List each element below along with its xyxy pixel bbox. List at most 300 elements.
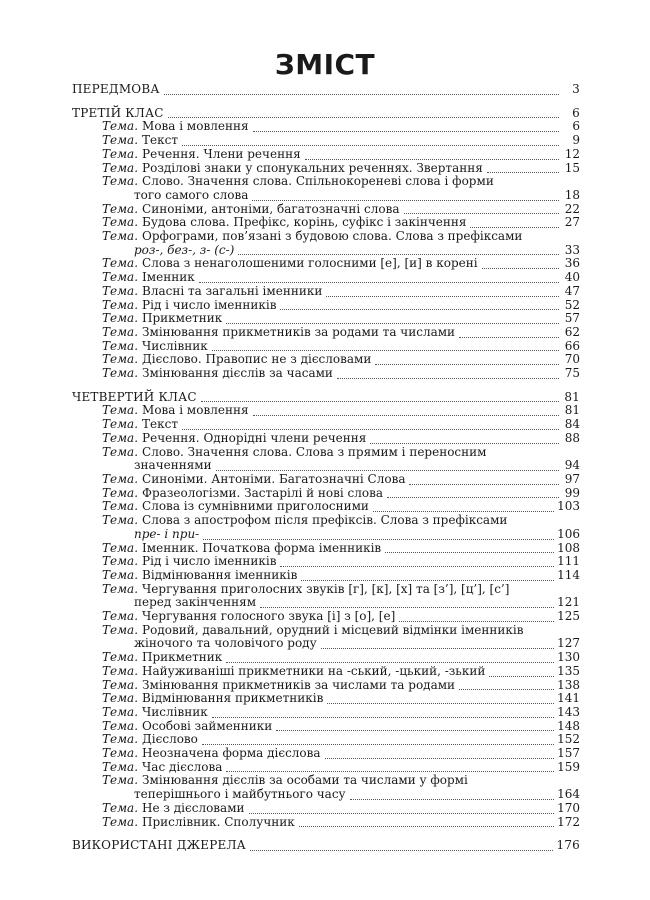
toc-entry bbox=[72, 720, 580, 734]
toc-entry bbox=[72, 340, 580, 354]
toc-entry-text bbox=[72, 107, 164, 121]
page-number: 108 bbox=[557, 540, 580, 555]
toc-entry bbox=[72, 747, 580, 761]
dot-leader bbox=[459, 679, 554, 690]
toc-entry-label: Слова з апострофом після префіксів. Слова з префіксами bbox=[142, 513, 508, 528]
dot-leader bbox=[276, 720, 554, 731]
toc-entry-text bbox=[102, 162, 483, 176]
page-number: 75 bbox=[564, 366, 580, 381]
dot-leader bbox=[326, 286, 559, 297]
toc-entry-label: Найуживаніші прикметники на -ський, -цький, -зький bbox=[142, 663, 486, 678]
dot-leader bbox=[201, 391, 559, 402]
toc-entry-label: Час дієслова bbox=[142, 759, 223, 774]
toc-entry-label: Речення. Однорідні члени речення bbox=[142, 430, 367, 445]
toc-entry-label: ЧЕТВЕРТИЙ КЛАС bbox=[72, 389, 197, 404]
page-number: 18 bbox=[564, 187, 580, 202]
dot-leader bbox=[305, 149, 559, 160]
toc-entry-label: Змінювання дієслів за особами та числами у формі bbox=[142, 773, 468, 788]
topic-prefix: Тема. bbox=[102, 417, 139, 432]
toc-entry bbox=[72, 802, 580, 816]
toc-entry-continuation bbox=[72, 459, 580, 473]
toc-entry-label: Чергування приголосних звуків [г], [к], [х] та [з’], [ц’], [с’] bbox=[142, 581, 510, 596]
dot-leader bbox=[373, 501, 554, 512]
page-number: 138 bbox=[557, 677, 580, 692]
toc-entry-label: Рід і число іменників bbox=[142, 554, 277, 569]
toc-entry bbox=[72, 257, 580, 271]
topic-prefix: Тема. bbox=[102, 513, 139, 528]
page-number: 97 bbox=[564, 471, 580, 486]
toc-entry-label: ТРЕТІЙ КЛАС bbox=[72, 105, 164, 120]
topic-prefix: Тема. bbox=[102, 146, 139, 161]
toc-entry-text bbox=[72, 391, 197, 405]
toc-entry bbox=[72, 134, 580, 148]
page-number: 40 bbox=[564, 270, 580, 285]
toc-entry-text bbox=[102, 257, 478, 271]
page-number: 22 bbox=[564, 201, 580, 216]
toc-entry-text bbox=[102, 733, 198, 747]
toc-entry-label: Іменник bbox=[142, 270, 195, 285]
toc-entry-label: ВИКОРИСТАНІ ДЖЕРЕЛА bbox=[72, 838, 246, 853]
toc-entry-label: Мова і мовлення bbox=[142, 403, 249, 418]
toc-entry-continuation bbox=[72, 637, 580, 651]
toc-entry-label: перед закінченням bbox=[134, 595, 257, 610]
page-number: 148 bbox=[557, 718, 580, 733]
dot-leader bbox=[168, 107, 559, 118]
topic-prefix: Тема. bbox=[102, 229, 139, 244]
dot-leader bbox=[370, 433, 559, 444]
dot-leader bbox=[249, 803, 555, 814]
topic-prefix: Тема. bbox=[102, 814, 139, 829]
toc-entry-label: жіночого та чоловічого роду bbox=[134, 636, 317, 651]
toc-entry-text bbox=[134, 528, 199, 542]
toc-entry-label: Змінювання дієслів за часами bbox=[142, 366, 333, 381]
page-title: ЗМІСТ bbox=[274, 48, 376, 81]
dot-leader bbox=[202, 734, 554, 745]
toc-entry-text bbox=[102, 774, 468, 788]
toc-entry bbox=[72, 624, 580, 638]
toc-entry-text bbox=[102, 706, 208, 720]
topic-prefix: Тема. bbox=[102, 759, 139, 774]
dot-leader bbox=[226, 761, 554, 772]
toc-entry-label: Прикметник bbox=[142, 311, 223, 326]
toc-entry-text bbox=[102, 432, 366, 446]
dot-leader bbox=[280, 299, 559, 310]
toc-entry-continuation bbox=[72, 788, 580, 802]
toc-entry bbox=[72, 299, 580, 313]
topic-prefix: Тема. bbox=[102, 540, 139, 555]
toc-entry-continuation bbox=[72, 528, 580, 542]
toc-entry-text bbox=[102, 610, 395, 624]
page-number: 106 bbox=[557, 526, 580, 541]
toc-entry bbox=[72, 816, 580, 830]
topic-prefix: Тема. bbox=[102, 324, 139, 339]
page-number: 130 bbox=[557, 650, 580, 665]
topic-prefix: Тема. bbox=[102, 430, 139, 445]
dot-leader bbox=[253, 405, 559, 416]
page-number: 135 bbox=[557, 663, 580, 678]
toc-entry bbox=[72, 175, 580, 189]
toc-entry-text bbox=[102, 175, 494, 189]
toc-entry-label: Мова і мовлення bbox=[142, 119, 249, 134]
topic-prefix: Тема. bbox=[102, 160, 139, 175]
topic-prefix: Тема. bbox=[102, 732, 139, 747]
page-number: 176 bbox=[556, 838, 580, 853]
topic-prefix: Тема. bbox=[102, 471, 139, 486]
page-number: 157 bbox=[557, 746, 580, 761]
dot-leader bbox=[321, 638, 554, 649]
toc-entry-text bbox=[102, 326, 455, 340]
page-number: 15 bbox=[564, 160, 580, 175]
toc-entry bbox=[72, 665, 580, 679]
toc-entry-label: Фразеологізми. Застарілі й нові слова bbox=[142, 485, 384, 500]
page-number: 27 bbox=[564, 215, 580, 230]
toc-entry-text bbox=[102, 271, 195, 285]
toc-entry-text bbox=[134, 189, 248, 203]
toc-entry-text bbox=[102, 216, 466, 230]
toc-entry bbox=[72, 569, 580, 583]
toc-section bbox=[72, 839, 580, 853]
topic-prefix: Тема. bbox=[102, 622, 139, 637]
page-number: 12 bbox=[564, 146, 580, 161]
toc-entry-label: Слова з ненаголошеними голосними [е], [и] в корені bbox=[142, 256, 478, 271]
topic-prefix: Тема. bbox=[102, 773, 139, 788]
toc-entry bbox=[72, 679, 580, 693]
dot-leader bbox=[280, 556, 554, 567]
toc-entry-text bbox=[102, 367, 333, 381]
toc-entry-text bbox=[102, 148, 301, 162]
topic-prefix: Тема. bbox=[102, 403, 139, 418]
toc-entry-label: пре- і при- bbox=[134, 526, 200, 541]
toc-entry-label: Власні та загальні іменники bbox=[142, 283, 323, 298]
dot-leader bbox=[350, 789, 554, 800]
toc-entry bbox=[72, 230, 580, 244]
dot-leader bbox=[164, 84, 559, 95]
dot-leader bbox=[203, 529, 554, 540]
toc-entry-label: Змінювання прикметників за родами та числами bbox=[142, 324, 456, 339]
toc-entry-label: Дієслово bbox=[142, 732, 198, 747]
dot-leader bbox=[301, 570, 554, 581]
topic-prefix: Тема. bbox=[102, 338, 139, 353]
dot-leader bbox=[387, 487, 559, 498]
toc-entry-label: Змінювання прикметників за числами та родами bbox=[142, 677, 456, 692]
toc-entry-text bbox=[72, 83, 160, 97]
page-number: 81 bbox=[564, 389, 580, 404]
topic-prefix: Тема. bbox=[102, 133, 139, 148]
page-number: 6 bbox=[572, 119, 580, 134]
toc-entry-text bbox=[102, 473, 405, 487]
toc-entry-text bbox=[134, 637, 317, 651]
page-number: 114 bbox=[557, 567, 580, 582]
toc-entry bbox=[72, 418, 580, 432]
toc-entry bbox=[72, 148, 580, 162]
page-number: 33 bbox=[564, 242, 580, 257]
toc-entry bbox=[72, 162, 580, 176]
page-number: 9 bbox=[572, 133, 580, 148]
toc-entry-text bbox=[72, 839, 246, 853]
toc-entry-label: Чергування голосного звука [і] з [о], [е] bbox=[142, 609, 396, 624]
toc-entry-label: теперішнього і майбутнього часу bbox=[134, 787, 346, 802]
toc-entry-label: Слово. Значення слова. Слова з прямим і переносним bbox=[142, 444, 487, 459]
dot-leader bbox=[253, 121, 559, 132]
toc-entry-text bbox=[134, 244, 234, 258]
page-number: 66 bbox=[564, 338, 580, 353]
toc-entry-text bbox=[102, 230, 522, 244]
page-number: 6 bbox=[572, 105, 580, 120]
toc-entry-text bbox=[102, 583, 509, 597]
dot-leader bbox=[212, 707, 554, 718]
toc-entry-text bbox=[102, 299, 276, 313]
page-number: 103 bbox=[557, 499, 580, 514]
toc-entry-label: Родовий, давальний, орудний і місцевий відмінки іменників bbox=[142, 622, 524, 637]
toc-section bbox=[72, 83, 580, 97]
toc-entry-label: Іменник. Початкова форма іменників bbox=[142, 540, 382, 555]
topic-prefix: Тема. bbox=[102, 311, 139, 326]
page-number: 152 bbox=[557, 732, 580, 747]
toc-entry-label: Синоніми. Антоніми. Багатозначні Слова bbox=[142, 471, 406, 486]
toc-entry bbox=[72, 473, 580, 487]
toc-entry-text bbox=[102, 312, 222, 326]
page-number: 84 bbox=[564, 417, 580, 432]
page-number: 81 bbox=[564, 403, 580, 418]
topic-prefix: Тема. bbox=[102, 746, 139, 761]
toc-entry-label: Орфограми, пов’язані з будовою слова. Слова з префіксами bbox=[142, 229, 523, 244]
topic-prefix: Тема. bbox=[102, 215, 139, 230]
table-of-contents bbox=[72, 83, 580, 853]
dot-leader bbox=[399, 611, 554, 622]
topic-prefix: Тема. bbox=[102, 444, 139, 459]
topic-prefix: Тема. bbox=[102, 691, 139, 706]
toc-entry-text bbox=[102, 446, 486, 460]
topic-prefix: Тема. bbox=[102, 256, 139, 271]
dot-leader bbox=[325, 748, 555, 759]
page-number: 125 bbox=[557, 609, 580, 624]
toc-entry bbox=[72, 367, 580, 381]
page-number: 88 bbox=[564, 430, 580, 445]
toc-entry-text bbox=[102, 120, 249, 134]
toc-entry bbox=[72, 610, 580, 624]
toc-entry-label: ПЕРЕДМОВА bbox=[72, 82, 160, 96]
page-number: 57 bbox=[564, 311, 580, 326]
page-number: 3 bbox=[572, 82, 580, 96]
toc-entry bbox=[72, 542, 580, 556]
topic-prefix: Тема. bbox=[102, 704, 139, 719]
topic-prefix: Тема. bbox=[102, 119, 139, 134]
page-number: 99 bbox=[564, 485, 580, 500]
toc-entry-text bbox=[102, 747, 321, 761]
toc-entry-continuation bbox=[72, 596, 580, 610]
topic-prefix: Тема. bbox=[102, 800, 139, 815]
toc-entry-text bbox=[134, 596, 256, 610]
dot-leader bbox=[216, 460, 559, 471]
toc-entry bbox=[72, 761, 580, 775]
toc-entry-text bbox=[102, 285, 322, 299]
toc-entry-text bbox=[134, 788, 346, 802]
page-number: 36 bbox=[564, 256, 580, 271]
dot-leader bbox=[385, 542, 554, 553]
toc-entry-text bbox=[134, 459, 212, 473]
page-number: 164 bbox=[557, 787, 580, 802]
topic-prefix: Тема. bbox=[102, 554, 139, 569]
toc-entry bbox=[72, 555, 580, 569]
toc-entry-text bbox=[102, 816, 295, 830]
toc-entry-label: Числівник bbox=[142, 338, 208, 353]
dot-leader bbox=[337, 368, 559, 379]
dot-leader bbox=[250, 840, 554, 851]
toc-entry-label: Прикметник bbox=[142, 650, 223, 665]
toc-entry-text bbox=[102, 720, 272, 734]
toc-entry-label: Числівник bbox=[142, 704, 208, 719]
toc-entry-text bbox=[102, 679, 455, 693]
topic-prefix: Тема. bbox=[102, 567, 139, 582]
dot-leader bbox=[327, 693, 554, 704]
dot-leader bbox=[226, 313, 559, 324]
toc-entry-text bbox=[102, 514, 507, 528]
toc-entry-continuation bbox=[72, 244, 580, 258]
toc-section bbox=[72, 391, 580, 405]
toc-entry bbox=[72, 706, 580, 720]
toc-entry bbox=[72, 583, 580, 597]
page-number: 170 bbox=[557, 800, 580, 815]
toc-entry bbox=[72, 285, 580, 299]
topic-prefix: Тема. bbox=[102, 718, 139, 733]
toc-entry-text bbox=[102, 500, 369, 514]
toc-entry bbox=[72, 271, 580, 285]
toc-entry bbox=[72, 692, 580, 706]
page-number: 121 bbox=[557, 595, 580, 610]
toc-entry-label: Речення. Члени речення bbox=[142, 146, 301, 161]
toc-entry-label: Текст bbox=[142, 417, 178, 432]
toc-entry-label: того самого слова bbox=[134, 187, 249, 202]
toc-entry-text bbox=[102, 761, 222, 775]
toc-entry-text bbox=[102, 665, 485, 679]
dot-leader bbox=[482, 258, 559, 269]
page-number: 111 bbox=[557, 554, 580, 569]
dot-leader bbox=[459, 327, 559, 338]
toc-entry-label: Слово. Значення слова. Спільнокореневі слова і форми bbox=[142, 174, 494, 189]
dot-leader bbox=[182, 419, 559, 430]
dot-leader bbox=[238, 244, 559, 255]
toc-entry-text bbox=[102, 340, 208, 354]
toc-entry bbox=[72, 500, 580, 514]
toc-entry-text bbox=[102, 487, 383, 501]
toc-entry-text bbox=[102, 555, 276, 569]
toc-entry bbox=[72, 514, 580, 528]
toc-entry-label: Синоніми, антоніми, багатозначні слова bbox=[142, 201, 400, 216]
toc-entry bbox=[72, 446, 580, 460]
toc-entry-text bbox=[102, 418, 178, 432]
toc-entry-continuation bbox=[72, 189, 580, 203]
dot-leader bbox=[299, 816, 554, 827]
toc-entry-label: значеннями bbox=[134, 458, 212, 473]
topic-prefix: Тема. bbox=[102, 663, 139, 678]
topic-prefix: Тема. bbox=[102, 581, 139, 596]
dot-leader bbox=[182, 135, 559, 146]
toc-entry-text bbox=[102, 353, 371, 367]
toc-entry-text bbox=[102, 569, 297, 583]
toc-entry bbox=[72, 404, 580, 418]
topic-prefix: Тема. bbox=[102, 650, 139, 665]
page-number: 143 bbox=[557, 704, 580, 719]
toc-entry bbox=[72, 216, 580, 230]
page-number: 52 bbox=[564, 297, 580, 312]
dot-leader bbox=[375, 354, 559, 365]
toc-entry-label: Особові займенники bbox=[142, 718, 273, 733]
dot-leader bbox=[252, 190, 559, 201]
page-number: 70 bbox=[564, 352, 580, 367]
topic-prefix: Тема. bbox=[102, 174, 139, 189]
toc-entry-label: Будова слова. Префікс, корінь, суфікс і закінчення bbox=[142, 215, 467, 230]
topic-prefix: Тема. bbox=[102, 270, 139, 285]
dot-leader bbox=[199, 272, 559, 283]
dot-leader bbox=[404, 203, 560, 214]
toc-entry bbox=[72, 733, 580, 747]
topic-prefix: Тема. bbox=[102, 677, 139, 692]
topic-prefix: Тема. bbox=[102, 609, 139, 624]
toc-entry-label: Відмінювання іменників bbox=[142, 567, 298, 582]
dot-leader bbox=[226, 652, 554, 663]
dot-leader bbox=[487, 162, 559, 173]
toc-entry-label: Рід і число іменників bbox=[142, 297, 277, 312]
toc-entry bbox=[72, 120, 580, 134]
topic-prefix: Тема. bbox=[102, 283, 139, 298]
toc-entry bbox=[72, 203, 580, 217]
toc-entry-text bbox=[102, 692, 323, 706]
toc-entry-text bbox=[102, 624, 523, 638]
topic-prefix: Тема. bbox=[102, 352, 139, 367]
toc-entry-text bbox=[102, 542, 381, 556]
toc-entry-label: роз-, без-, з- (с-) bbox=[134, 242, 235, 257]
topic-prefix: Тема. bbox=[102, 201, 139, 216]
toc-entry bbox=[72, 353, 580, 367]
topic-prefix: Тема. bbox=[102, 366, 139, 381]
dot-leader bbox=[260, 597, 554, 608]
toc-entry-label: Дієслово. Правопис не з дієсловами bbox=[142, 352, 372, 367]
topic-prefix: Тема. bbox=[102, 499, 139, 514]
toc-entry bbox=[72, 651, 580, 665]
page-number: 127 bbox=[557, 636, 580, 651]
topic-prefix: Тема. bbox=[102, 485, 139, 500]
toc-entry bbox=[72, 432, 580, 446]
page-number: 47 bbox=[564, 283, 580, 298]
topic-prefix: Тема. bbox=[102, 297, 139, 312]
toc-entry-text bbox=[102, 134, 178, 148]
dot-leader bbox=[470, 217, 559, 228]
dot-leader bbox=[409, 474, 559, 485]
toc-entry-text bbox=[102, 651, 222, 665]
toc-entry-label: Прислівник. Сполучник bbox=[142, 814, 295, 829]
page-number: 141 bbox=[557, 691, 580, 706]
toc-entry bbox=[72, 326, 580, 340]
toc-entry-label: Відмінювання прикметників bbox=[142, 691, 324, 706]
dot-leader bbox=[212, 340, 559, 351]
page-number: 172 bbox=[557, 814, 580, 829]
toc-entry bbox=[72, 312, 580, 326]
toc-entry-text bbox=[102, 203, 400, 217]
page-number: 62 bbox=[564, 324, 580, 339]
toc-entry-label: Не з дієсловами bbox=[142, 800, 245, 815]
toc-entry bbox=[72, 487, 580, 501]
page-number: 159 bbox=[557, 759, 580, 774]
toc-entry-text bbox=[102, 802, 245, 816]
toc-entry-label: Розділові знаки у спонукальних реченнях. Звертання bbox=[142, 160, 483, 175]
toc-entry-label: Слова із сумнівними приголосними bbox=[142, 499, 369, 514]
toc-entry bbox=[72, 774, 580, 788]
toc-entry-label: Текст bbox=[142, 133, 178, 148]
toc-section bbox=[72, 107, 580, 121]
toc-entry-label: Неозначена форма дієслова bbox=[142, 746, 321, 761]
page-number: 94 bbox=[564, 458, 580, 473]
dot-leader bbox=[489, 666, 554, 677]
